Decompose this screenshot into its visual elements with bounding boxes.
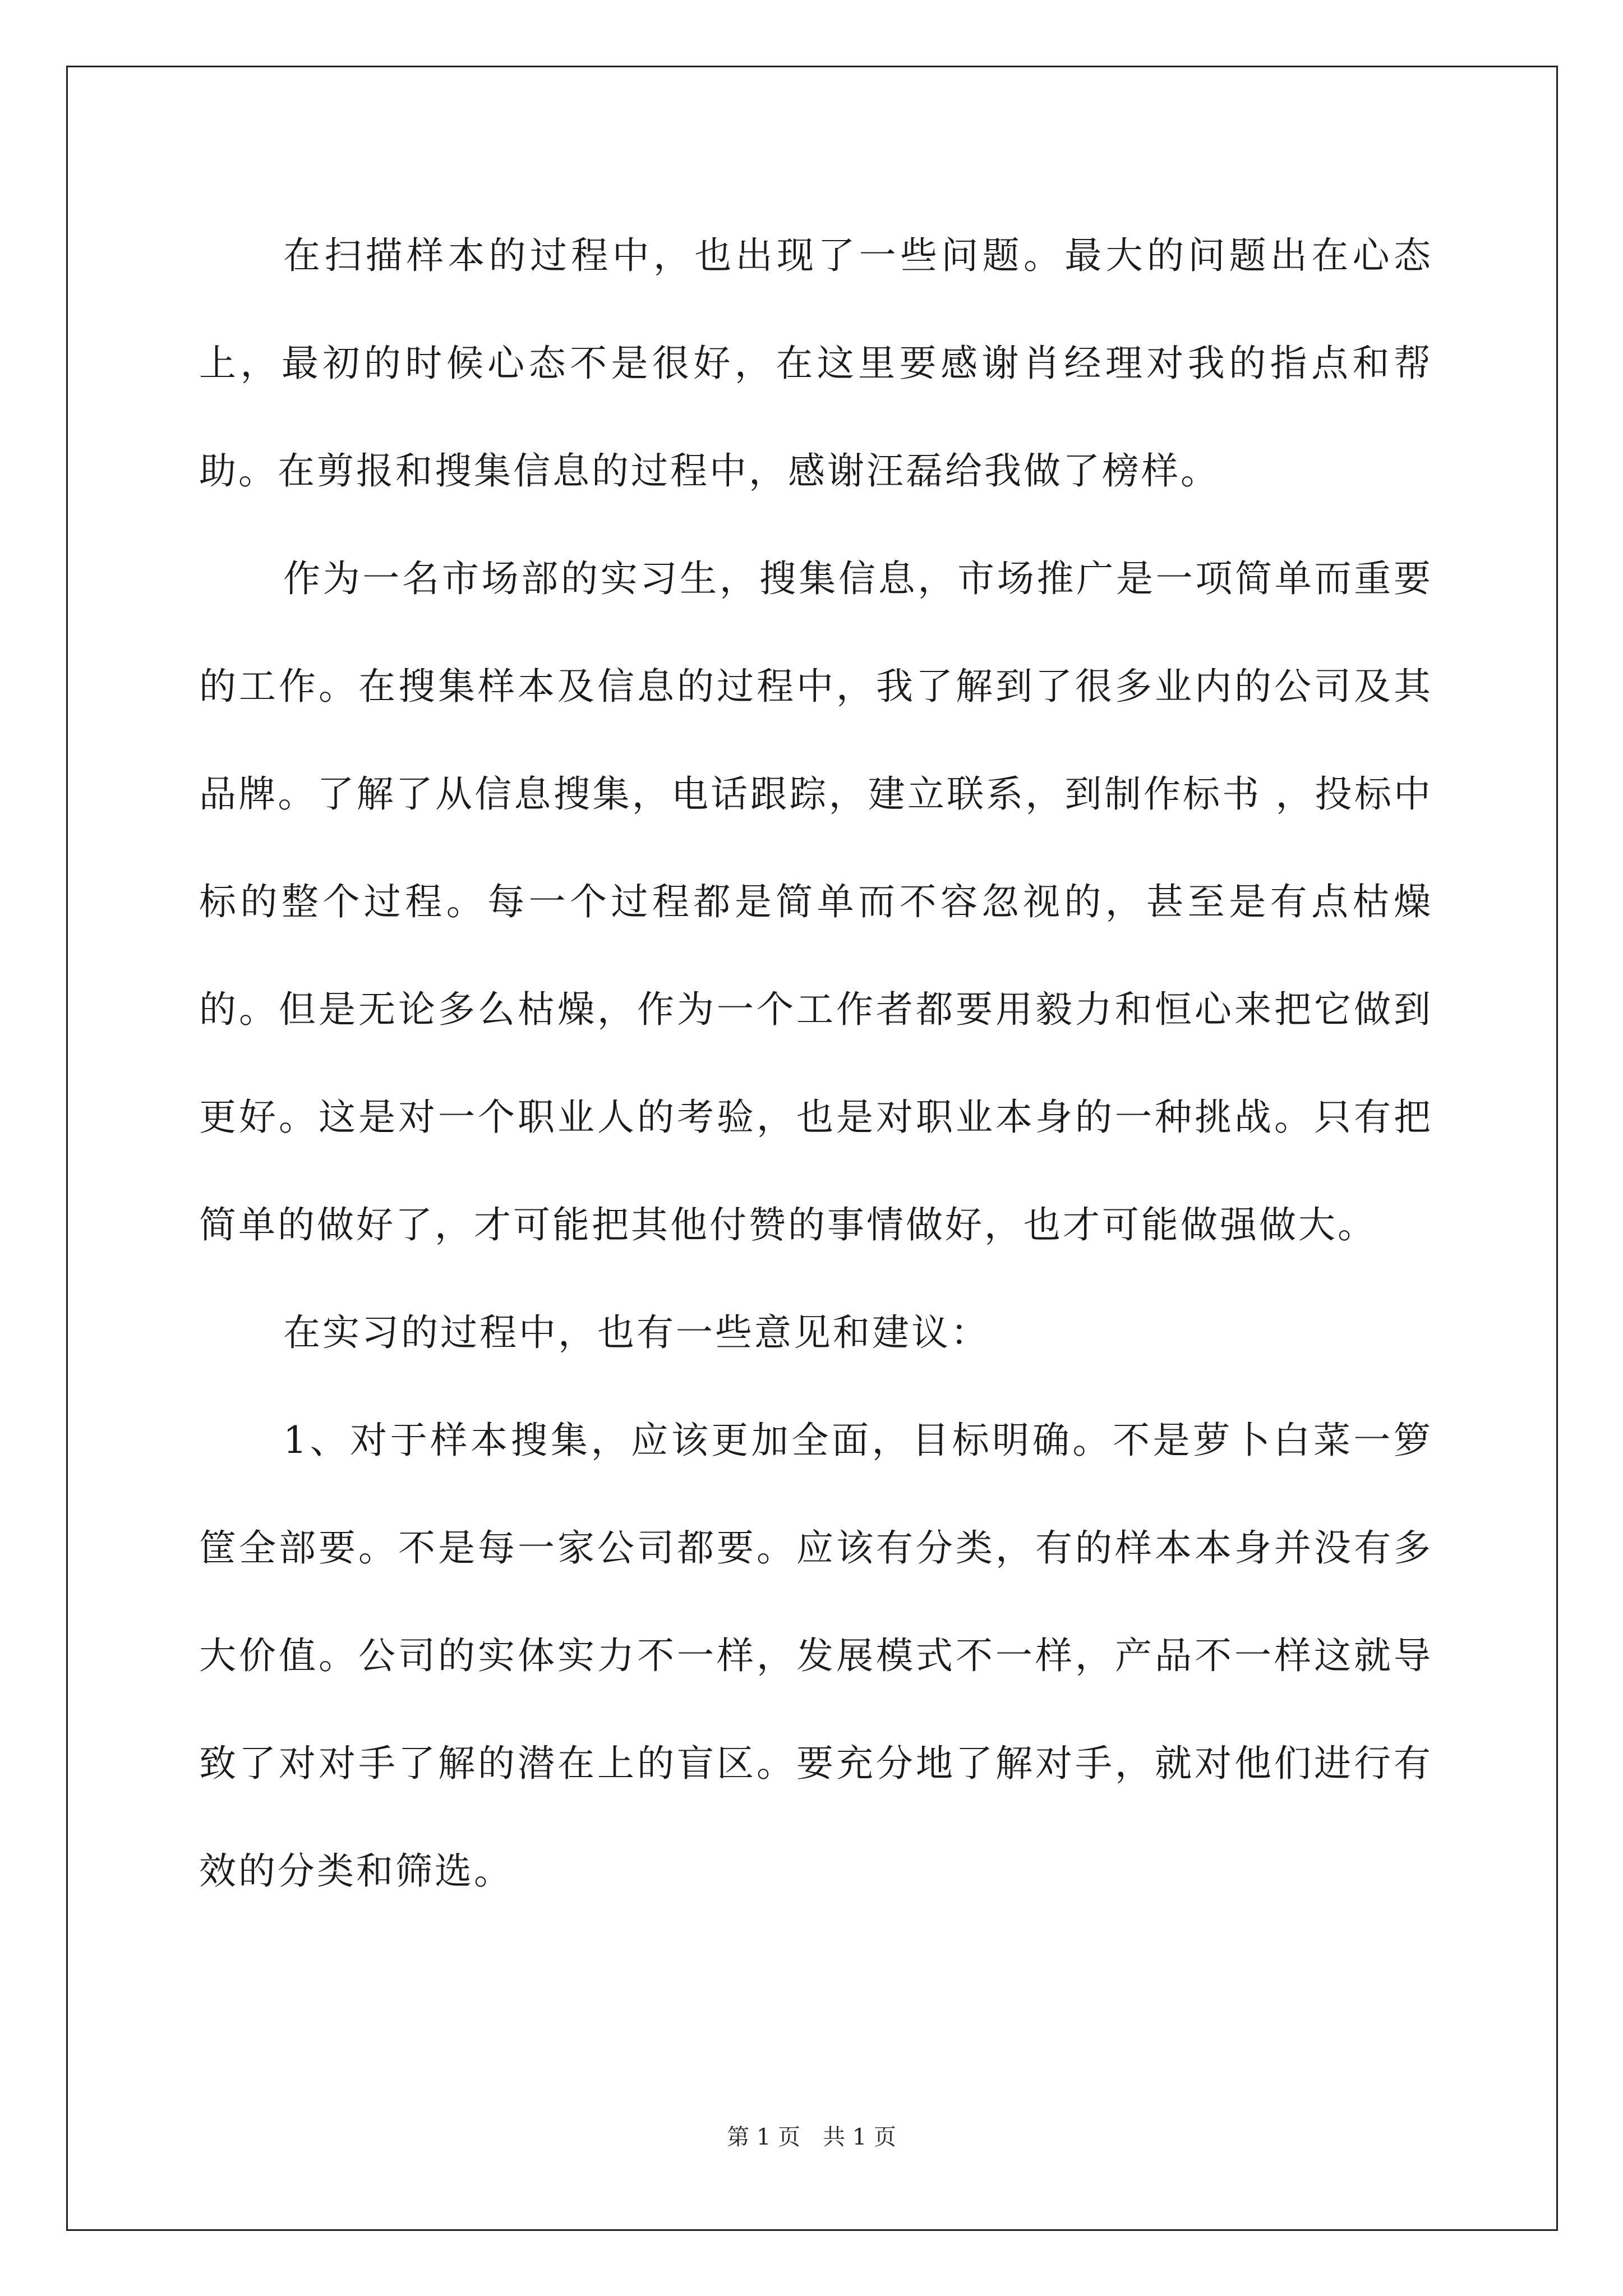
paragraph: 在实习的过程中，也有一些意见和建议： <box>283 1311 990 1354</box>
page-total: 共 1 页 <box>823 2124 896 2150</box>
paragraph: 在扫描样本的过程中，也出现了一些问题。最大的问题出在心态上，最初的时候心态不是很好，在这里要感谢肖经理对我的指点和帮助。在剪报和搜集信息的过程中，感谢汪磊给我做了榜样。 <box>199 234 1433 493</box>
paragraph: 作为一名市场部的实习生，搜集信息，市场推广是一项简单而重要的工作。在搜集样本及信息的过程中，我了解到了很多业内的公司及其品牌。了解了从信息搜集，电话跟踪，建立联系，到制作标书 ，投标中标的整个过程。每一个过程都是简单而不容忽视的，甚至是有点枯燥的。但是无论多么枯燥，作为一个工作者都要用毅力和恒心来把它做到更好。这是对一个职业人的考验，也是对职业本身的一种挑战。只有把简单的做好了，才可能把其他付赞的事情做好，也才可能做强做大。 <box>199 557 1433 1246</box>
page-footer <box>0 2120 1623 2154</box>
page-number: 第 1 页 <box>727 2124 800 2150</box>
document-body <box>199 202 1433 1925</box>
paragraph: 1、对于样本搜集，应该更加全面，目标明确。不是萝卜白菜一箩筐全部要。不是每一家公司都要。应该有分类，有的样本本身并没有多大价值。公司的实体实力不一样，发展模式不一样，产品不一样这就导致了对对手了解的潜在上的盲区。要充分地了解对手，就对他们进行有效的分类和筛选。 <box>199 1419 1433 1893</box>
